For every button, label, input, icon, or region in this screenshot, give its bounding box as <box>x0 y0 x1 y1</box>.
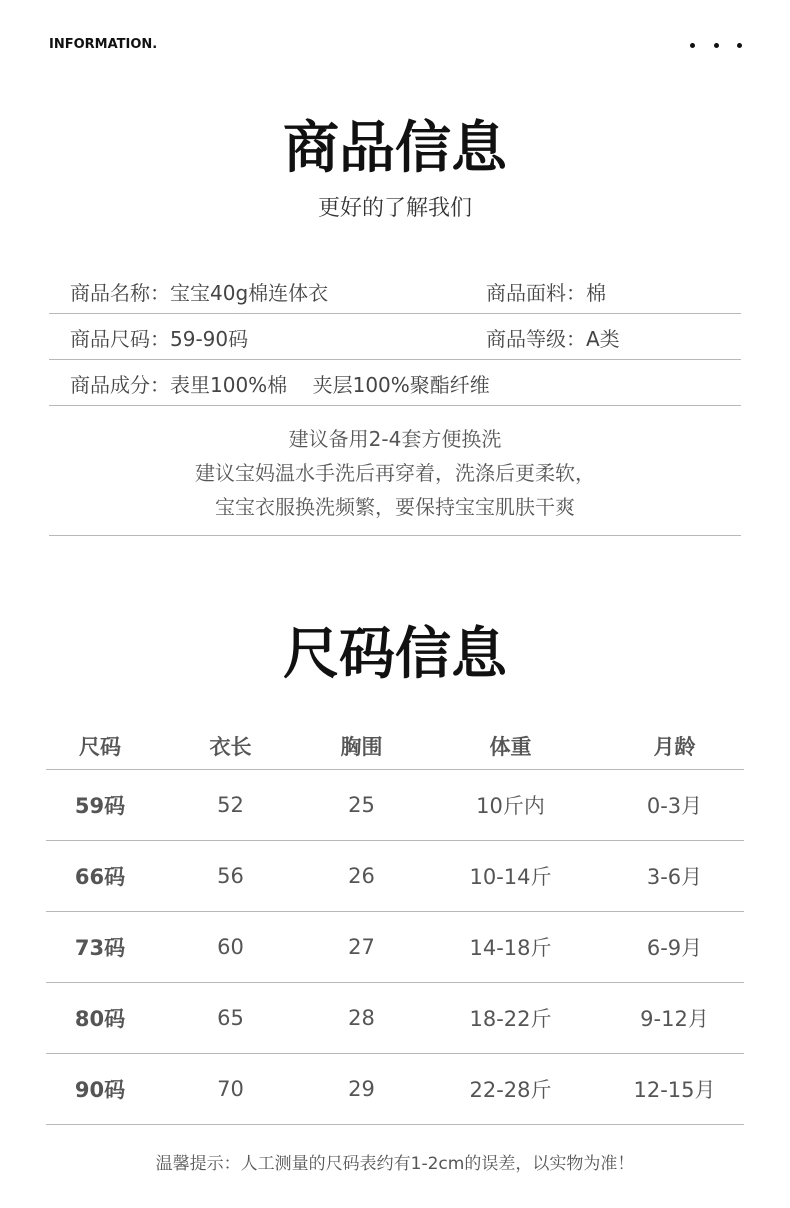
table-row <box>46 983 744 1054</box>
length-cell: 56 <box>154 841 307 912</box>
age-cell: 9-12月 <box>605 983 744 1054</box>
product-size-range: 商品尺码：59-90码 <box>70 327 249 351</box>
divider <box>49 535 741 536</box>
age-cell: 12-15月 <box>605 1054 744 1125</box>
size-note: 温馨提示：人工测量的尺码表约有1-2cm的误差，以实物为准！ <box>155 1154 635 1174</box>
care-tip-line: 建议备用2-4套方便换洗 <box>288 427 502 451</box>
care-tip-line: 建议宝妈温水手洗后再穿着，洗涤后更柔软， <box>195 461 595 485</box>
table-row <box>46 841 744 912</box>
column-header: 衣长 <box>154 722 307 770</box>
product-grade: 商品等级：A类 <box>486 327 620 351</box>
age-cell: 3-6月 <box>605 841 744 912</box>
care-tip-line: 宝宝衣服换洗频繁，要保持宝宝肌肤干爽 <box>215 495 575 519</box>
table-row <box>46 912 744 983</box>
chest-cell: 26 <box>307 841 416 912</box>
product-info-subtitle: 更好的了解我们 <box>317 196 472 221</box>
dot <box>737 43 742 48</box>
care-tips <box>49 422 741 524</box>
product-name: 商品名称：宝宝40g棉连体衣 <box>70 281 329 305</box>
weight-cell: 14-18斤 <box>416 912 605 983</box>
info-row <box>49 359 741 406</box>
weight-cell: 18-22斤 <box>416 983 605 1054</box>
size-cell: 66码 <box>46 841 154 912</box>
weight-cell: 22-28斤 <box>416 1054 605 1125</box>
weight-cell: 10-14斤 <box>416 841 605 912</box>
info-row <box>49 313 741 360</box>
chest-cell: 25 <box>307 770 416 841</box>
product-composition: 商品成分：表里100%棉 夹层100%聚酯纤维 <box>70 373 490 397</box>
column-header: 胸围 <box>307 722 416 770</box>
more-dots-icon[interactable] <box>690 36 742 54</box>
chest-cell: 28 <box>307 983 416 1054</box>
information-label: INFORMATION. <box>49 37 158 52</box>
table-row <box>46 770 744 841</box>
size-table <box>46 722 744 1125</box>
table-row <box>46 1054 744 1125</box>
table-header-row <box>46 722 744 770</box>
dot <box>690 43 695 48</box>
column-header: 月龄 <box>605 722 744 770</box>
size-info-title: 尺码信息 <box>283 622 507 687</box>
size-cell: 90码 <box>46 1054 154 1125</box>
info-row <box>49 267 741 314</box>
column-header: 尺码 <box>46 722 154 770</box>
length-cell: 60 <box>154 912 307 983</box>
product-info-title: 商品信息 <box>283 116 507 181</box>
size-cell: 80码 <box>46 983 154 1054</box>
product-fabric: 商品面料：棉 <box>486 281 606 305</box>
dot <box>714 43 719 48</box>
length-cell: 65 <box>154 983 307 1054</box>
age-cell: 6-9月 <box>605 912 744 983</box>
length-cell: 70 <box>154 1054 307 1125</box>
size-cell: 59码 <box>46 770 154 841</box>
size-cell: 73码 <box>46 912 154 983</box>
chest-cell: 27 <box>307 912 416 983</box>
column-header: 体重 <box>416 722 605 770</box>
weight-cell: 10斤内 <box>416 770 605 841</box>
age-cell: 0-3月 <box>605 770 744 841</box>
length-cell: 52 <box>154 770 307 841</box>
chest-cell: 29 <box>307 1054 416 1125</box>
